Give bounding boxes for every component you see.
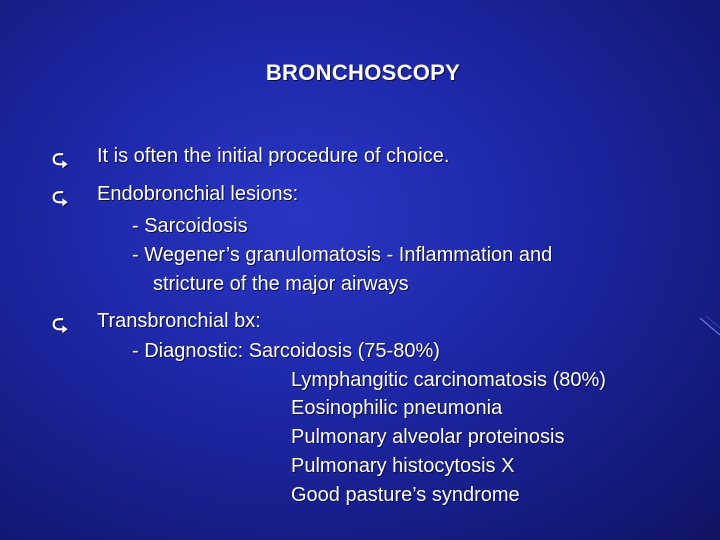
condition-item: Lymphangitic carcinomatosis (80%) bbox=[291, 369, 606, 391]
condition-item: Pulmonary histocytosis X bbox=[291, 455, 515, 477]
bullet-text: Endobronchial lesions: bbox=[97, 183, 299, 205]
diagnostic-lead: - Diagnostic: Sarcoidosis (75-80%) bbox=[132, 340, 440, 362]
bullet-arrow-icon: ⮎ bbox=[52, 148, 69, 170]
bullet-arrow-icon: ⮎ bbox=[52, 186, 69, 208]
sub-item-continuation: stricture of the major airways bbox=[153, 273, 409, 295]
bullet-text: It is often the initial procedure of choice. bbox=[97, 145, 450, 167]
slide-title: BRONCHOSCOPY bbox=[265, 60, 461, 85]
sub-item: - Wegener’s granulomatosis - Inflammation and bbox=[132, 244, 553, 266]
condition-item: Pulmonary alveolar proteinosis bbox=[291, 426, 565, 448]
condition-item: Eosinophilic pneumonia bbox=[291, 397, 503, 419]
bullet-arrow-icon: ⮎ bbox=[52, 313, 69, 335]
condition-item: Good pasture’s syndrome bbox=[291, 484, 520, 506]
bullet-text: Transbronchial bx: bbox=[97, 310, 261, 332]
sub-item: - Sarcoidosis bbox=[132, 215, 248, 237]
